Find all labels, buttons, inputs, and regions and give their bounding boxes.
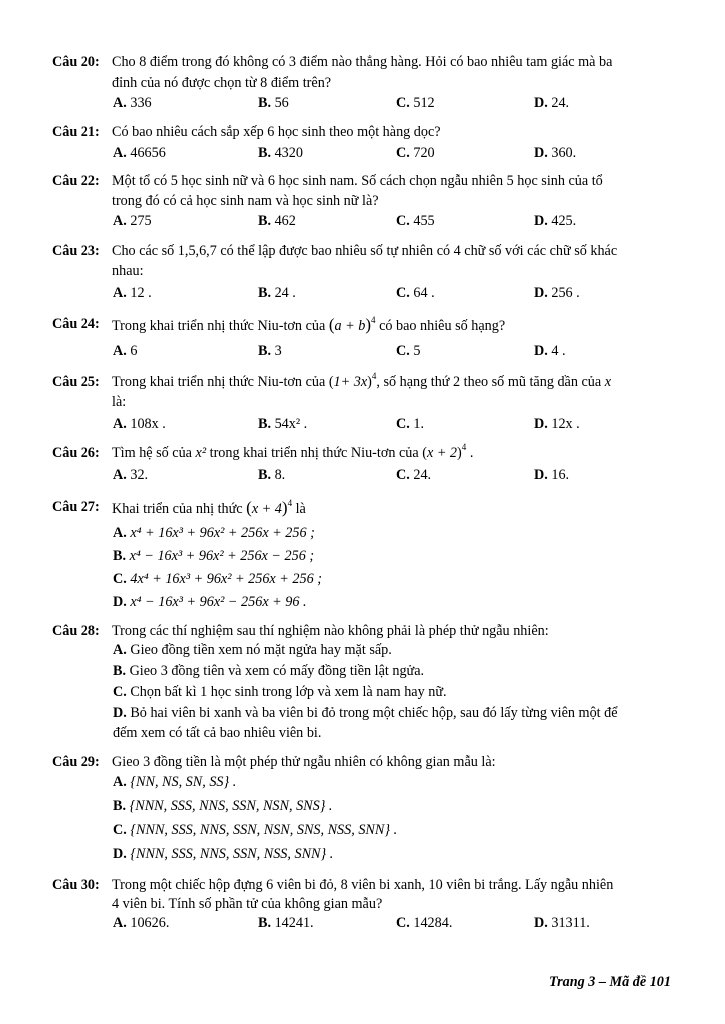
option-a: A. {NN, NS, SN, SS} .	[113, 774, 237, 790]
option-c: C. {NNN, SSS, NNS, SSN, NSN, SNS, NSS, SNN} .	[113, 822, 398, 838]
question-stem: đỉnh của nó được chọn từ 8 điểm trên?	[112, 75, 332, 91]
question-stem: Cho các số 1,5,6,7 có thể lập được bao nhiêu số tự nhiên có 4 chữ số với các chữ số khác	[112, 243, 618, 259]
option-d: D. 360.	[534, 145, 577, 161]
option-c: C. 4x⁴ + 16x³ + 96x² + 256x + 256 ;	[113, 571, 322, 587]
option-c: C. 720	[396, 145, 435, 161]
option-c: C. 1.	[396, 416, 424, 432]
option-d-continued: đếm xem có tất cả bao nhiêu viên bi.	[113, 725, 322, 741]
question-label: Câu 23:	[52, 243, 100, 259]
option-d: D. 16.	[534, 467, 570, 483]
binomial-expression: x + 4	[251, 501, 282, 517]
question-stem: Trong một chiếc hộp đựng 6 viên bi đỏ, 8 viên bi xanh, 10 viên bi trắng. Lấy ngẫu nhiên	[112, 877, 614, 893]
option-a: A. 10626.	[113, 915, 170, 931]
option-b: B. {NNN, SSS, NNS, SSN, NSN, SNS} .	[113, 798, 333, 814]
question-label: Câu 22:	[52, 173, 100, 189]
question-label: Câu 27:	[52, 499, 100, 515]
option-d: D. 12x .	[534, 416, 580, 432]
option-b: B. 4320	[258, 145, 303, 161]
question-stem: Tìm hệ số của x² trong khai triển nhị thức Niu-tơn của $(x + 2)^4$ .	[112, 442, 474, 461]
option-c: C. 455	[396, 213, 435, 229]
option-a: A. Gieo đồng tiền xem nó mặt ngửa hay mặt sấp.	[113, 642, 392, 658]
option-a: A. 32.	[113, 467, 149, 483]
option-b: B. 462	[258, 213, 296, 229]
question-stem: nhau:	[112, 263, 144, 279]
page-footer: Trang 3 – Mã đề 101	[548, 974, 671, 990]
option-c: C. Chọn bất kì 1 học sinh trong lớp và xem là nam hay nữ.	[113, 684, 447, 700]
binomial-expression: x + 2	[426, 445, 458, 461]
question-label: Câu 26:	[52, 445, 100, 461]
option-c: C. 14284.	[396, 915, 453, 931]
question-label: Câu 25:	[52, 374, 100, 390]
option-a: A. 336	[113, 95, 152, 111]
option-d: D. 256 .	[534, 285, 580, 301]
option-a: A. 275	[113, 213, 152, 229]
option-d: D. 425.	[534, 213, 577, 229]
question-stem: Có bao nhiêu cách sắp xếp 6 học sinh theo một hàng dọc?	[112, 124, 441, 140]
option-d: D. {NNN, SSS, NNS, SSN, NSS, SNN} .	[113, 846, 334, 862]
binomial-expression: 1+ 3x	[333, 374, 368, 390]
option-d: D. 31311.	[534, 915, 590, 931]
question-label: Câu 21:	[52, 124, 100, 140]
option-b: B. 14241.	[258, 915, 314, 931]
question-stem: Khai triển của nhị thức $(x + 4)^4$ là	[112, 498, 306, 517]
option-a: A. x⁴ + 16x³ + 96x² + 256x + 256 ;	[113, 525, 315, 541]
question-label: Câu 20:	[52, 54, 100, 70]
option-d: D. x⁴ − 16x³ + 96x² − 256x + 96 .	[113, 594, 307, 610]
option-a: A. 6	[113, 343, 138, 359]
question-label: Câu 30:	[52, 877, 100, 893]
question-stem: Trong khai triển nhị thức Niu-tơn của $(a + b)^4$ có bao nhiêu số hạng?	[112, 315, 506, 334]
option-c: C. 512	[396, 95, 435, 111]
option-b: B. x⁴ − 16x³ + 96x² + 256x − 256 ;	[113, 548, 315, 564]
question-stem: Gieo 3 đồng tiền là một phép thử ngẫu nhiên có không gian mẫu là:	[112, 754, 496, 770]
option-b: B. 24 .	[258, 285, 296, 301]
question-label: Câu 28:	[52, 623, 100, 639]
question-stem: 4 viên bi. Tính số phần tử của không gian mẫu?	[112, 896, 383, 912]
question-label: Câu 24:	[52, 316, 100, 332]
option-b: B. 8.	[258, 467, 286, 483]
option-b: B. 54x² .	[258, 416, 308, 432]
option-c: C. 5	[396, 343, 421, 359]
option-b: B. 3	[258, 343, 282, 359]
question-stem: Một tổ có 5 học sinh nữ và 6 học sinh nam. Số cách chọn ngẫu nhiên 5 học sinh của tổ	[112, 173, 603, 189]
option-d: D. 4 .	[534, 343, 566, 359]
option-d: D. 24.	[534, 95, 570, 111]
question-stem: Trong khai triển nhị thức Niu-tơn của $(1+ 3x)^4$, số hạng thứ 2 theo số mũ tăng dần của x	[112, 371, 612, 390]
option-a: A. 46656	[113, 145, 166, 161]
option-c: C. 64 .	[396, 285, 435, 301]
option-a: A. 12 .	[113, 285, 152, 301]
option-d: D. Bỏ hai viên bi xanh và ba viên bi đỏ trong một chiếc hộp, sau đó lấy từng viên một để	[113, 705, 618, 721]
binomial-expression: a + b	[334, 318, 366, 334]
option-a: A. 108x .	[113, 416, 166, 432]
question-label: Câu 29:	[52, 754, 100, 770]
option-c: C. 24.	[396, 467, 432, 483]
question-stem: trong đó có cả học sinh nam và học sinh nữ là?	[112, 193, 379, 209]
question-stem: Trong các thí nghiệm sau thí nghiệm nào không phải là phép thử ngẫu nhiên:	[112, 623, 549, 639]
question-stem: Cho 8 điểm trong đó không có 3 điểm nào thẳng hàng. Hỏi có bao nhiêu tam giác mà ba	[112, 54, 613, 70]
question-stem: là:	[112, 394, 127, 410]
option-b: B. Gieo 3 đồng tiên và xem có mấy đồng tiền lật ngửa.	[113, 663, 425, 679]
option-b: B. 56	[258, 95, 289, 111]
